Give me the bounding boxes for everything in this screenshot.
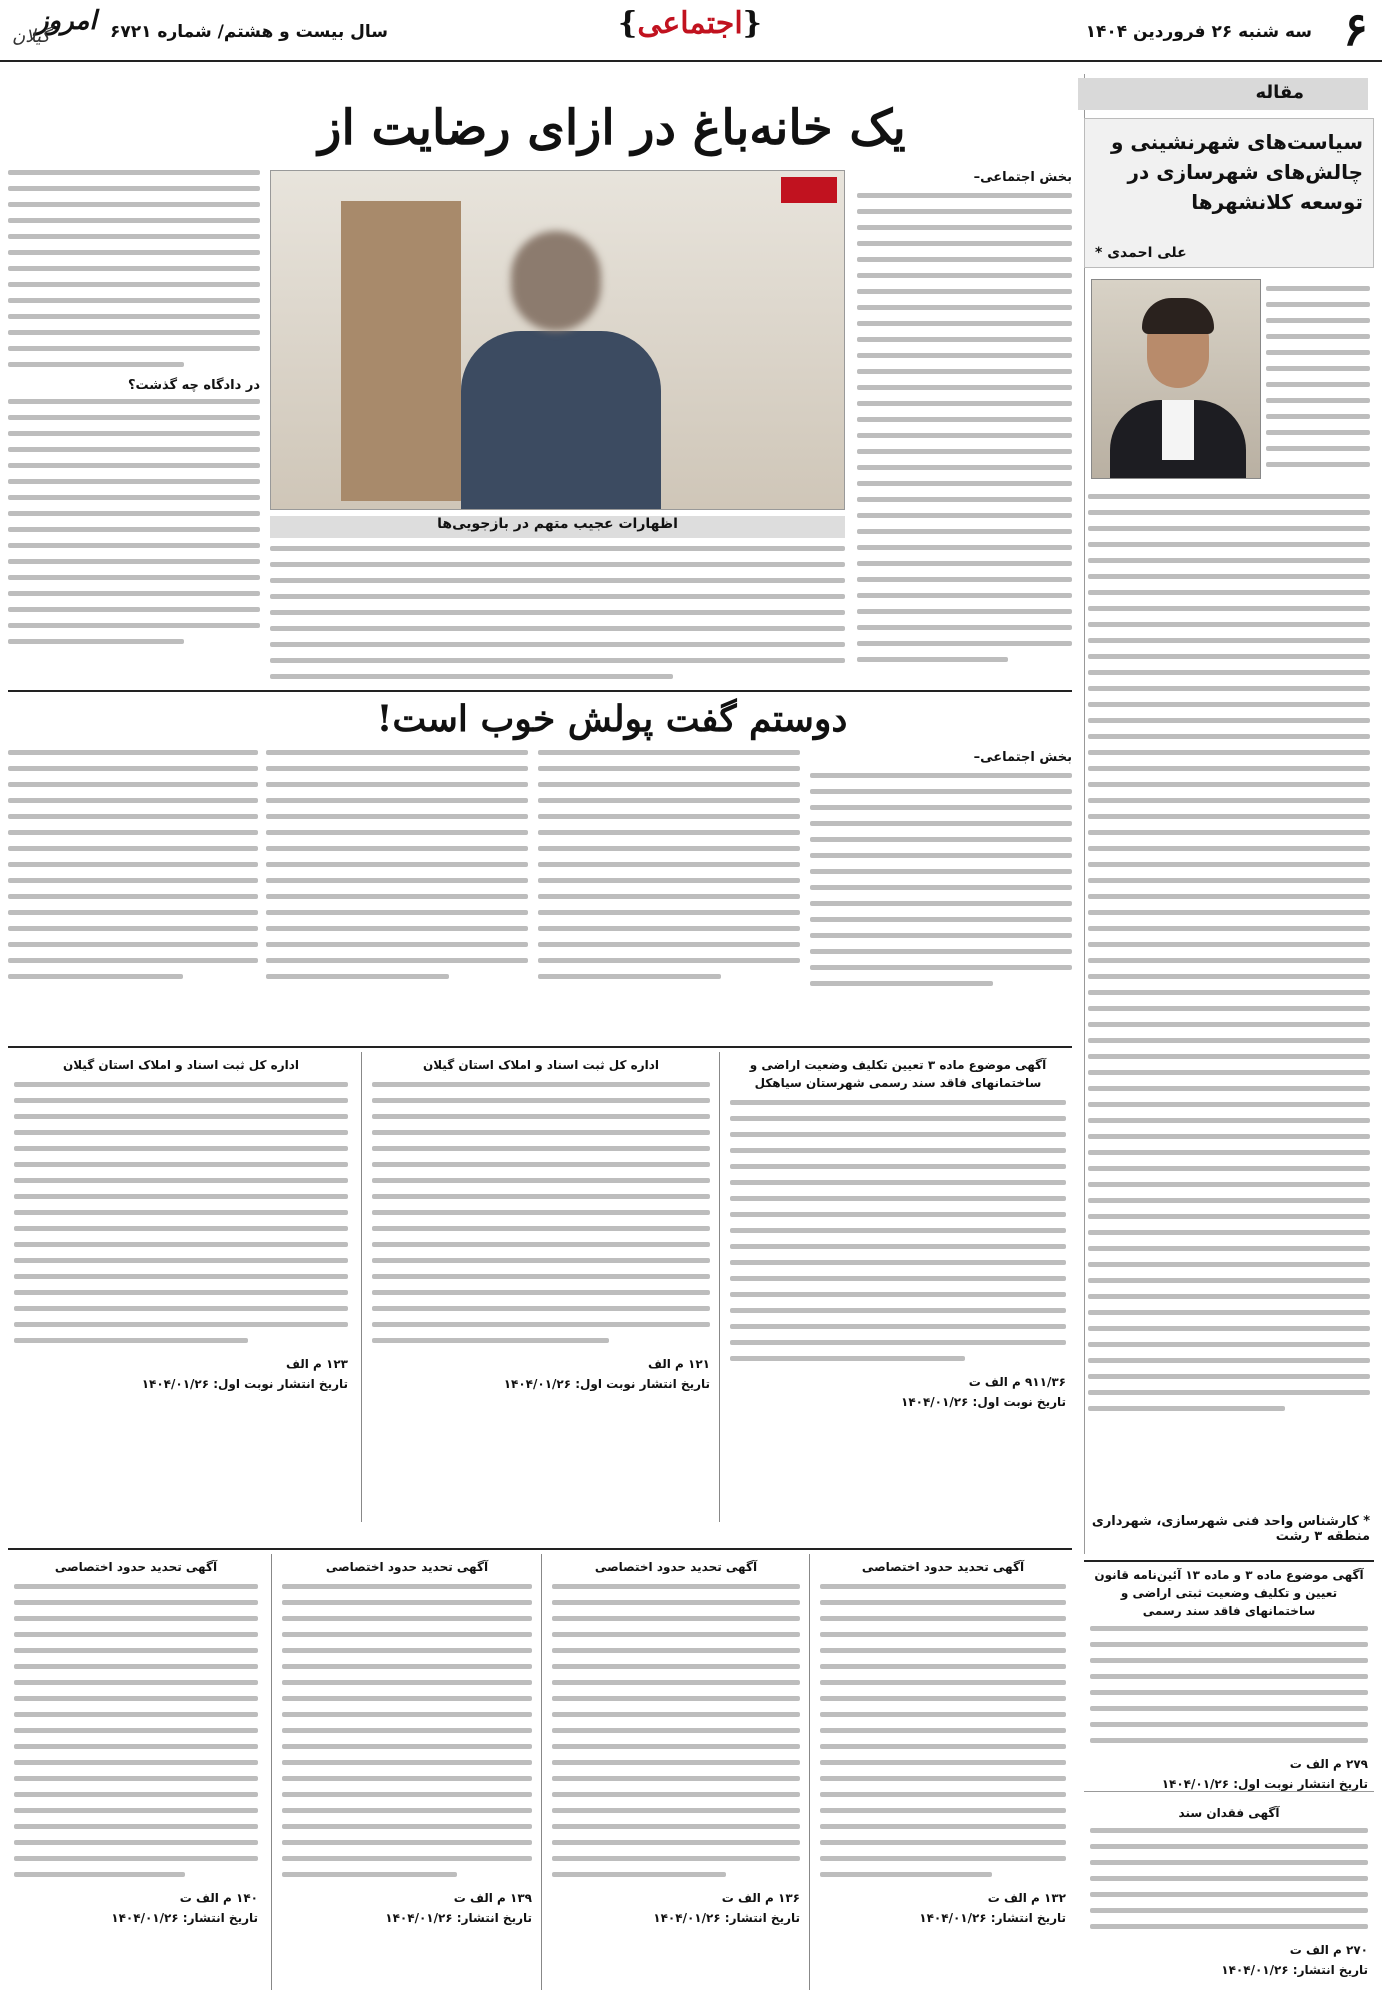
notice-card xyxy=(724,1052,1072,1532)
notice-number: ۲۷۹ م الف ت xyxy=(1289,1757,1368,1771)
sidebar-article xyxy=(1084,74,1374,1554)
notice-title: آگهی تحدید حدود اختصاصی xyxy=(54,1560,218,1574)
notice-card xyxy=(1084,1562,1374,1792)
notice-dates: تاریخ انتشار: ۱۴۰۴/۰۱/۲۶ xyxy=(919,1911,1066,1925)
story2-column-2 xyxy=(538,750,800,990)
notice-dates: تاریخ انتشار: ۱۴۰۴/۰۱/۲۶ xyxy=(111,1911,258,1925)
headline-second: دوستم گفت پولش خوب است! xyxy=(376,698,848,740)
author-photo xyxy=(1091,279,1261,479)
article-header-box xyxy=(1084,118,1374,268)
section-title: {اجتماعی} xyxy=(618,6,762,41)
notice-title: آگهی تحدید حدود اختصاصی xyxy=(861,1560,1025,1574)
notice-title: اداره کل ثبت اسناد و املاک استان گیلان xyxy=(422,1058,660,1072)
issue-date: سه شنبه ۲۶ فروردین ۱۴۰۴ xyxy=(1085,22,1312,42)
story1-lead: بخش اجتماعی– xyxy=(973,170,1072,185)
story1-subheading: در دادگاه چه گذشت؟ xyxy=(127,378,260,393)
story2-column-3 xyxy=(266,750,528,990)
notice-number: ۱۳۶ م الف ت xyxy=(721,1891,800,1905)
notice-card xyxy=(366,1052,716,1532)
notice-title: آگهی موضوع ماده ۳ و ماده ۱۳ آئین‌نامه قانون تعیین و تکلیف وضعیت ثبتی اراضی و ساختمانهای فاقد سند رسمی xyxy=(1094,1568,1364,1618)
notice-number: ۱۲۳ م الف xyxy=(285,1357,348,1371)
article-text-column xyxy=(1088,494,1370,1422)
photo-caption: اظهارات عجیب متهم در بازجویی‌ها xyxy=(270,516,845,538)
story-divider xyxy=(8,690,1072,692)
notice-dates: تاریخ انتشار: ۱۴۰۴/۰۱/۲۶ xyxy=(385,1911,532,1925)
article-text-column-narrow xyxy=(1266,286,1370,478)
notice-title: آگهی فقدان سند xyxy=(1178,1806,1280,1820)
notice-title: آگهی تحدید حدود اختصاصی xyxy=(325,1560,489,1574)
sidebar-notices xyxy=(1084,1560,1374,1990)
notice-dates: تاریخ انتشار نوبت اول: ۱۴۰۴/۰۱/۲۶ xyxy=(503,1377,710,1391)
notice-number: ۲۷۰ م الف ت xyxy=(1289,1943,1368,1957)
article-footnote: * کارشناس واحد فنی شهرسازی، شهرداری منطقه ۳ رشت xyxy=(1091,1514,1370,1544)
section-label: اجتماعی xyxy=(637,6,743,41)
notice-card xyxy=(8,1554,264,1994)
notice-card xyxy=(546,1554,806,1994)
newspaper-logo xyxy=(10,4,100,56)
notice-title: آگهی موضوع ماده ۳ تعیین تکلیف وضعیت اراضی و ساختمانهای فاقد سند رسمی شهرستان سیاهکل xyxy=(749,1058,1047,1090)
story2-lead: بخش اجتماعی– xyxy=(973,750,1072,765)
notice-card xyxy=(276,1554,538,1994)
article-title: سیاست‌های شهرنشینی و چالش‌های شهرسازی در توسعه کلانشهرها xyxy=(1111,130,1363,214)
story1-text-below-photo xyxy=(270,546,845,690)
logo-main: امروز xyxy=(36,6,97,36)
headline-main: یک خانه‌باغ در ازای رضایت از xyxy=(318,100,906,156)
ads-row-divider xyxy=(8,1548,1072,1550)
notice-number: ۱۲۱ م الف xyxy=(647,1357,710,1371)
page-number: ۶ xyxy=(1343,2,1368,56)
notice-dates: تاریخ انتشار نوبت اول: ۱۴۰۴/۰۱/۲۶ xyxy=(141,1377,348,1391)
notice-dates: تاریخ نوبت اول: ۱۴۰۴/۰۱/۲۶ xyxy=(901,1395,1066,1409)
notice-number: ۱۳۹ م الف ت xyxy=(453,1891,532,1905)
sidebar-label: مقاله xyxy=(1255,82,1304,103)
notice-card xyxy=(1084,1800,1374,1990)
sidebar-label-bar xyxy=(1078,78,1368,110)
notice-dates: تاریخ انتشار: ۱۴۰۴/۰۱/۲۶ xyxy=(1221,1963,1368,1977)
notice-dates: تاریخ انتشار: ۱۴۰۴/۰۱/۲۶ xyxy=(653,1911,800,1925)
story1-column-left xyxy=(8,170,260,690)
notice-number: ۱۳۲ م الف ت xyxy=(987,1891,1066,1905)
notice-title: آگهی تحدید حدود اختصاصی xyxy=(594,1560,758,1574)
ads-divider xyxy=(8,1046,1072,1048)
notice-card xyxy=(814,1554,1072,1994)
page-header xyxy=(0,0,1382,62)
story2-column-1 xyxy=(810,750,1072,1050)
article-author: علی احمدی * xyxy=(1095,245,1187,261)
logo-sub: گیلان xyxy=(12,26,50,47)
story1-photo xyxy=(270,170,845,510)
notice-dates: تاریخ انتشار نوبت اول: ۱۴۰۴/۰۱/۲۶ xyxy=(1161,1777,1368,1791)
notice-card xyxy=(8,1052,354,1532)
notice-number: ۹۱۱/۳۶ م الف ت xyxy=(968,1375,1066,1389)
notice-title: اداره کل ثبت اسناد و املاک استان گیلان xyxy=(62,1058,300,1072)
story2-column-4 xyxy=(8,750,258,990)
notice-number: ۱۴۰ م الف ت xyxy=(179,1891,258,1905)
issue-number: سال بیست و هشتم/ شماره ۶۷۲۱ xyxy=(110,22,389,42)
story1-column-right xyxy=(857,170,1072,690)
